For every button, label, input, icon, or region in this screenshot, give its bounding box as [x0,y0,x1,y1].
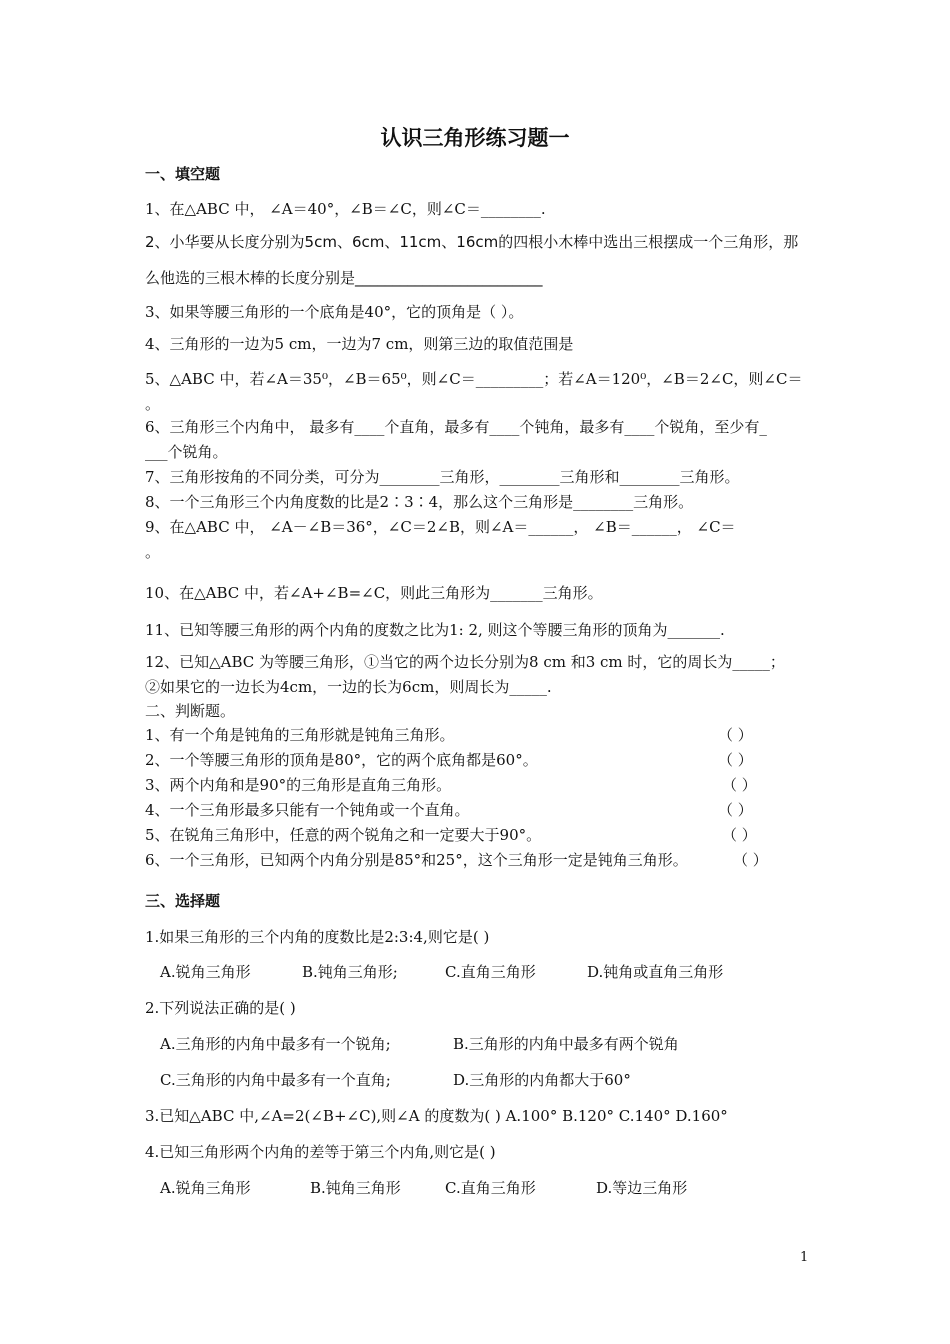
option-3-2-d: D.三角形的内角都大于60° [453,1071,631,1089]
section-heading-multiple-choice: 三、选择题 [145,892,221,910]
answer-bracket-2-1[interactable]: （ ） [718,726,753,744]
question-1-7: 7、三角形按角的不同分类，可分为________三角形，________三角形和________三角形。 [145,468,740,486]
question-1-4: 4、三角形的一边为5 cm，一边为7 cm，则第三边的取值范围是 [145,335,574,353]
question-1-11: 11、已知等腰三角形的两个内角的度数之比为1: 2, 则这个等腰三角形的顶角为_______. [145,621,725,639]
page-number: 1 [800,1250,809,1265]
answer-bracket-2-6[interactable]: （ ） [733,851,768,869]
question-1-9-cont: 。 [145,543,161,561]
page-title: 认识三角形练习题一 [380,125,570,150]
question-1-12: 12、已知△ABC 为等腰三角形，①当它的两个边长分别为8 cm 和3 cm 时，它的周长为_____； [145,653,785,671]
question-1-3: 3、如果等腰三角形的一个底角是40°，它的顶角是（ ）。 [145,303,524,321]
option-3-1-d: D.钝角或直角三角形 [587,963,724,981]
question-2-5: 5、在锐角三角形中，任意的两个锐角之和一定要大于90°。 [145,826,542,844]
question-1-6-cont: ___个锐角。 [145,443,228,461]
question-2-2: 2、一个等腰三角形的顶角是80°，它的两个底角都是60°。 [145,751,538,769]
question-1-1: 1、在△ABC 中， ∠A＝40°，∠B＝∠C，则∠C＝________. [145,200,546,218]
option-3-1-b: B.钝角三角形; [302,963,398,981]
question-2-3: 3、两个内角和是90°的三角形是直角三角形。 [145,776,452,794]
option-3-4-c: C.直角三角形 [445,1179,536,1197]
section-heading-true-false: 二、判断题。 [145,702,236,720]
option-3-2-a: A.三角形的内角中最多有一个锐角; [160,1035,391,1053]
option-3-1-a: A.锐角三角形 [160,963,251,981]
question-3-4: 4.已知三角形两个内角的差等于第三个内角,则它是( ) [145,1143,496,1161]
question-1-2: 2、小华要从长度分别为5cm、6cm、11cm、16cm的四根小木棒中选出三根摆成一个三角形，那 [145,233,799,251]
question-1-6: 6、三角形三个内角中， 最多有____个直角，最多有____个钝角，最多有____个锐角，至少有_ [145,418,767,436]
question-2-4: 4、一个三角形最多只能有一个钝角或一个直角。 [145,801,470,819]
answer-bracket-2-2[interactable]: （ ） [718,751,753,769]
answer-bracket-2-3[interactable]: （ ） [722,776,757,794]
option-3-2-b: B.三角形的内角中最多有两个锐角 [453,1035,679,1053]
question-1-5-cont: 。 [145,395,161,413]
question-1-12-cont: ②如果它的一边长为4cm，一边的长为6cm，则周长为_____. [145,678,552,696]
answer-bracket-2-5[interactable]: （ ） [722,826,757,844]
question-2-6: 6、一个三角形，已知两个内角分别是85°和25°，这个三角形一定是钝角三角形。 [145,851,688,869]
question-3-1: 1.如果三角形的三个内角的度数比是2:3:4,则它是( ) [145,928,490,946]
option-3-4-d: D.等边三角形 [596,1179,688,1197]
section-heading-fill-in: 一、填空题 [145,165,221,183]
option-3-1-c: C.直角三角形 [445,963,536,981]
question-3-3: 3.已知△ABC 中,∠A=2(∠B+∠C),则∠A 的度数为( ) A.100° B.120° C.140° D.160° [145,1107,728,1125]
answer-bracket-2-4[interactable]: （ ） [718,801,753,819]
question-2-1: 1、有一个角是钝角的三角形就是钝角三角形。 [145,726,455,744]
option-3-4-b: B.钝角三角形 [310,1179,401,1197]
question-3-2: 2.下列说法正确的是( ) [145,999,296,1017]
question-1-5: 5、△ABC 中，若∠A＝35⁰，∠B＝65⁰，则∠C＝_________；若∠A＝120⁰，∠B＝2∠C，则∠C＝ [145,370,803,388]
question-1-2-cont: 么他选的三根木棒的长度分别是_________________________ [145,269,543,287]
option-3-4-a: A.锐角三角形 [160,1179,251,1197]
question-1-9: 9、在△ABC 中， ∠A－∠B＝36°，∠C＝2∠B，则∠A＝______， ∠B＝______， ∠C＝ [145,518,736,536]
option-3-2-c: C.三角形的内角中最多有一个直角; [160,1071,391,1089]
question-1-10: 10、在△ABC 中，若∠A+∠B=∠C，则此三角形为_______三角形。 [145,584,603,602]
question-1-8: 8、一个三角形三个内角度数的比是2∶3∶4，那么这个三角形是________三角形。 [145,493,694,511]
